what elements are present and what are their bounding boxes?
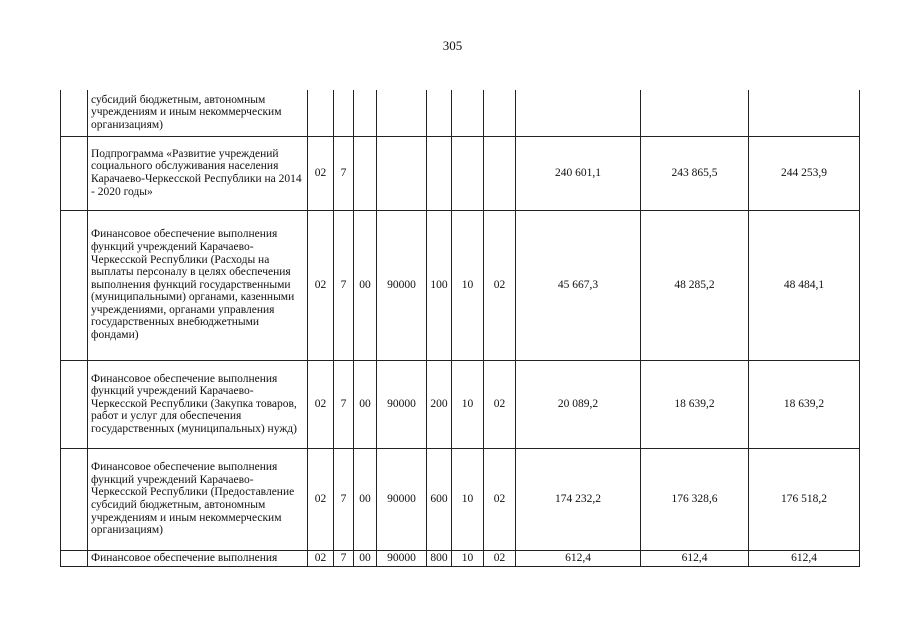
row-index-cell xyxy=(61,210,88,360)
table-row xyxy=(61,90,860,136)
amount-2014-cell xyxy=(516,90,641,136)
row-index-cell xyxy=(61,448,88,550)
code-cell-6: 10 xyxy=(452,448,484,550)
amount-2015-cell: 612,4 xyxy=(641,550,749,566)
code-cell-4: 90000 xyxy=(377,360,427,448)
amount-2015-cell: 243 865,5 xyxy=(641,136,749,210)
code-cell-1: 02 xyxy=(308,360,334,448)
code-cell-5: 800 xyxy=(427,550,452,566)
code-cell-2: 7 xyxy=(334,360,354,448)
row-index-cell xyxy=(61,90,88,136)
description-cell: Финансовое обеспечение выполнения функций учреждений Карачаево-Черкесской Республики (Предоставление субсидий бюджетным, автономным учреждениям и иным некоммерческим организациям) xyxy=(88,448,308,550)
code-cell-4 xyxy=(377,90,427,136)
code-cell-3 xyxy=(354,136,377,210)
code-cell-1: 02 xyxy=(308,550,334,566)
code-cell-7: 02 xyxy=(484,210,516,360)
row-index-cell xyxy=(61,360,88,448)
description-cell: Финансовое обеспечение выполнения функций учреждений Карачаево-Черкесской Республики (Расходы на выплаты персоналу в целях обеспечения выполнения функций государственными (муниципальными) органами, казенными учреждениями, органами управления государственных внебюджетными фондами) xyxy=(88,210,308,360)
code-cell-7 xyxy=(484,90,516,136)
code-cell-6: 10 xyxy=(452,210,484,360)
amount-2016-cell: 244 253,9 xyxy=(749,136,860,210)
code-cell-6 xyxy=(452,136,484,210)
code-cell-3: 00 xyxy=(354,550,377,566)
code-cell-1: 02 xyxy=(308,136,334,210)
table-row xyxy=(61,550,860,566)
code-cell-1: 02 xyxy=(308,210,334,360)
amount-2016-cell xyxy=(749,90,860,136)
amount-2014-cell: 174 232,2 xyxy=(516,448,641,550)
code-cell-2: 7 xyxy=(334,136,354,210)
code-cell-5 xyxy=(427,136,452,210)
table-row xyxy=(61,210,860,360)
amount-2015-cell: 176 328,6 xyxy=(641,448,749,550)
code-cell-3: 00 xyxy=(354,448,377,550)
amount-2015-cell: 48 285,2 xyxy=(641,210,749,360)
budget-table xyxy=(60,90,860,567)
code-cell-3: 00 xyxy=(354,210,377,360)
row-index-cell xyxy=(61,550,88,566)
code-cell-5: 600 xyxy=(427,448,452,550)
amount-2016-cell: 612,4 xyxy=(749,550,860,566)
amount-2015-cell: 18 639,2 xyxy=(641,360,749,448)
amount-2014-cell: 240 601,1 xyxy=(516,136,641,210)
table-row xyxy=(61,360,860,448)
amount-2014-cell: 20 089,2 xyxy=(516,360,641,448)
code-cell-4: 90000 xyxy=(377,550,427,566)
code-cell-7: 02 xyxy=(484,448,516,550)
description-cell: Финансовое обеспечение выполнения xyxy=(88,550,308,566)
code-cell-7 xyxy=(484,136,516,210)
code-cell-7: 02 xyxy=(484,360,516,448)
code-cell-1 xyxy=(308,90,334,136)
code-cell-5: 200 xyxy=(427,360,452,448)
row-index-cell xyxy=(61,136,88,210)
amount-2015-cell xyxy=(641,90,749,136)
description-cell: субсидий бюджетным, автономным учреждениям и иным некоммерческим организациям) xyxy=(88,90,308,136)
code-cell-7: 02 xyxy=(484,550,516,566)
code-cell-6 xyxy=(452,90,484,136)
code-cell-1: 02 xyxy=(308,448,334,550)
code-cell-6: 10 xyxy=(452,550,484,566)
amount-2014-cell: 612,4 xyxy=(516,550,641,566)
table-row xyxy=(61,448,860,550)
description-cell: Подпрограмма «Развитие учреждений социального обслуживания населения Карачаево-Черкесской Республики на 2014 - 2020 годы» xyxy=(88,136,308,210)
code-cell-2: 7 xyxy=(334,550,354,566)
code-cell-5 xyxy=(427,90,452,136)
description-cell: Финансовое обеспечение выполнения функций учреждений Карачаево-Черкесской Республики (Закупка товаров, работ и услуг для обеспечения государственных (муниципальных) нужд) xyxy=(88,360,308,448)
code-cell-4 xyxy=(377,136,427,210)
code-cell-5: 100 xyxy=(427,210,452,360)
code-cell-2: 7 xyxy=(334,448,354,550)
amount-2014-cell: 45 667,3 xyxy=(516,210,641,360)
amount-2016-cell: 18 639,2 xyxy=(749,360,860,448)
amount-2016-cell: 48 484,1 xyxy=(749,210,860,360)
code-cell-3 xyxy=(354,90,377,136)
code-cell-4: 90000 xyxy=(377,210,427,360)
page-number: 305 xyxy=(442,38,463,53)
amount-2016-cell: 176 518,2 xyxy=(749,448,860,550)
code-cell-4: 90000 xyxy=(377,448,427,550)
code-cell-3: 00 xyxy=(354,360,377,448)
code-cell-2: 7 xyxy=(334,210,354,360)
code-cell-2 xyxy=(334,90,354,136)
table-row xyxy=(61,136,860,210)
code-cell-6: 10 xyxy=(452,360,484,448)
